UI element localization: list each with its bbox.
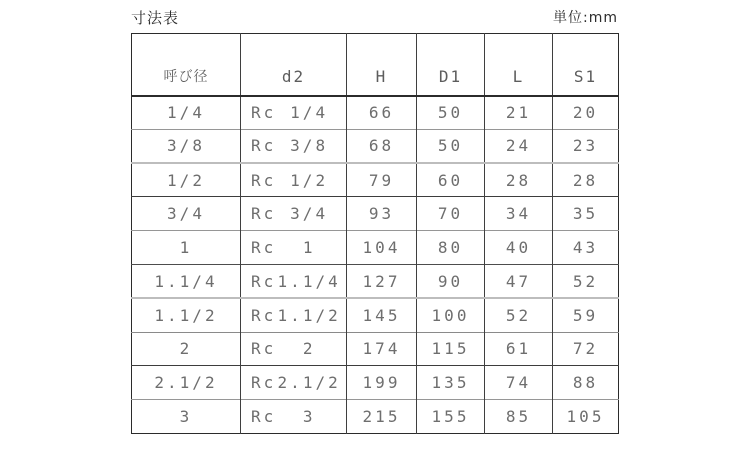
d2-value: 3/8 xyxy=(290,136,329,156)
cell-s1: 35 xyxy=(553,197,619,231)
cell-s1: 72 xyxy=(553,332,619,366)
column-header-d2: d2 xyxy=(241,34,347,96)
column-header-l: L xyxy=(485,34,553,96)
d2-prefix: Rc xyxy=(251,136,277,156)
cell-h: 68 xyxy=(347,129,417,163)
table-row xyxy=(132,264,619,298)
d2-prefix: Rc xyxy=(251,238,277,258)
cell-d2 xyxy=(241,332,347,366)
cell-nominal-size: 1.1/2 xyxy=(132,298,241,332)
cell-d2 xyxy=(241,231,347,265)
cell-d2 xyxy=(241,96,347,130)
column-header-h: H xyxy=(347,34,417,96)
cell-s1: 52 xyxy=(553,264,619,298)
cell-nominal-size: 3/4 xyxy=(132,197,241,231)
cell-l: 61 xyxy=(485,332,553,366)
d2-cell-content xyxy=(241,171,346,190)
cell-s1: 59 xyxy=(553,298,619,332)
cell-nominal-size: 3 xyxy=(132,400,241,434)
d2-cell-content xyxy=(241,238,346,257)
d2-value: 3/4 xyxy=(290,204,329,224)
cell-h: 66 xyxy=(347,96,417,130)
d2-cell-content xyxy=(241,204,346,223)
d2-prefix: Rc xyxy=(251,373,277,393)
cell-d1: 155 xyxy=(417,400,485,434)
cell-l: 47 xyxy=(485,264,553,298)
cell-nominal-size: 3/8 xyxy=(132,129,241,163)
table-body xyxy=(132,96,619,434)
d2-value: 1/4 xyxy=(290,103,329,123)
table-row xyxy=(132,163,619,197)
dimension-table xyxy=(131,33,618,434)
column-header-d1: D1 xyxy=(417,34,485,96)
cell-nominal-size: 1 xyxy=(132,231,241,265)
cell-d1: 50 xyxy=(417,129,485,163)
cell-h: 127 xyxy=(347,264,417,298)
d2-value: 3 xyxy=(302,407,316,427)
table-row xyxy=(132,96,619,130)
cell-d1: 70 xyxy=(417,197,485,231)
cell-l: 74 xyxy=(485,366,553,400)
cell-l: 85 xyxy=(485,400,553,434)
table-row xyxy=(132,366,619,400)
dimension-table-grid xyxy=(131,33,619,434)
cell-d2 xyxy=(241,366,347,400)
d2-prefix: Rc xyxy=(251,103,277,123)
d2-cell-content xyxy=(241,373,346,392)
cell-nominal-size: 2 xyxy=(132,332,241,366)
cell-d2 xyxy=(241,298,347,332)
d2-value: 2 xyxy=(302,339,316,359)
cell-d1: 80 xyxy=(417,231,485,265)
cell-s1: 105 xyxy=(553,400,619,434)
cell-s1: 88 xyxy=(553,366,619,400)
cell-d2 xyxy=(241,264,347,298)
cell-d2 xyxy=(241,400,347,434)
table-row xyxy=(132,332,619,366)
cell-d2 xyxy=(241,197,347,231)
d2-value: 2.1/2 xyxy=(277,373,341,393)
cell-nominal-size: 1/4 xyxy=(167,103,205,123)
cell-nominal-size: 1/2 xyxy=(132,163,241,197)
column-header-s1: S1 xyxy=(553,34,619,96)
d2-cell-content xyxy=(241,339,346,358)
cell-h: 104 xyxy=(347,231,417,265)
cell-h: 174 xyxy=(347,332,417,366)
cell-d2 xyxy=(241,129,347,163)
d2-prefix: Rc xyxy=(251,339,277,359)
table-row xyxy=(132,129,619,163)
d2-prefix: Rc xyxy=(251,204,277,224)
cell-h: 93 xyxy=(347,197,417,231)
table-row xyxy=(132,197,619,231)
cell-l: 24 xyxy=(485,129,553,163)
d2-cell-content xyxy=(241,136,346,155)
d2-cell-content xyxy=(241,272,346,291)
d2-value: 1/2 xyxy=(290,170,329,190)
cell-d1: 50 xyxy=(417,96,485,130)
table-row xyxy=(132,400,619,434)
cell-nominal-size: 2.1/2 xyxy=(132,366,241,400)
cell-h: 215 xyxy=(347,400,417,434)
cell-l: 40 xyxy=(485,231,553,265)
d2-cell-content xyxy=(241,306,346,325)
cell-s1: 43 xyxy=(553,231,619,265)
d2-prefix: Rc xyxy=(251,407,277,427)
cell-l: 21 xyxy=(485,96,553,130)
table-header xyxy=(132,34,619,96)
cell-h: 145 xyxy=(347,298,417,332)
cell-d1: 100 xyxy=(417,298,485,332)
cell-d1: 115 xyxy=(417,332,485,366)
page-title: 寸法表 xyxy=(131,9,180,27)
table-row xyxy=(132,298,619,332)
header-row xyxy=(132,34,619,96)
d2-value: 1.1/4 xyxy=(277,271,341,291)
column-header-nominal-size: 呼び径 xyxy=(132,34,241,96)
d2-value: 1.1/2 xyxy=(277,305,341,325)
d2-value: 1 xyxy=(302,238,316,258)
d2-prefix: Rc xyxy=(251,305,277,325)
cell-d2 xyxy=(241,163,347,197)
cell-l: 34 xyxy=(485,197,553,231)
cell-s1: 23 xyxy=(553,129,619,163)
cell-h: 79 xyxy=(347,163,417,197)
cell-d1: 135 xyxy=(417,366,485,400)
cell-nominal-size: 1.1/4 xyxy=(132,264,241,298)
cell-l: 28 xyxy=(485,163,553,197)
unit-label: 単位:mm xyxy=(553,10,618,26)
cell-s1: 20 xyxy=(553,96,619,130)
d2-cell-content xyxy=(241,103,346,122)
cell-d1: 60 xyxy=(417,163,485,197)
cell-d1: 90 xyxy=(417,264,485,298)
cell-s1: 28 xyxy=(553,163,619,197)
cell-h: 199 xyxy=(347,366,417,400)
table-row xyxy=(132,231,619,265)
d2-cell-content xyxy=(241,407,346,426)
cell-l: 52 xyxy=(485,298,553,332)
d2-prefix: Rc xyxy=(251,170,277,190)
d2-prefix: Rc xyxy=(251,271,277,291)
